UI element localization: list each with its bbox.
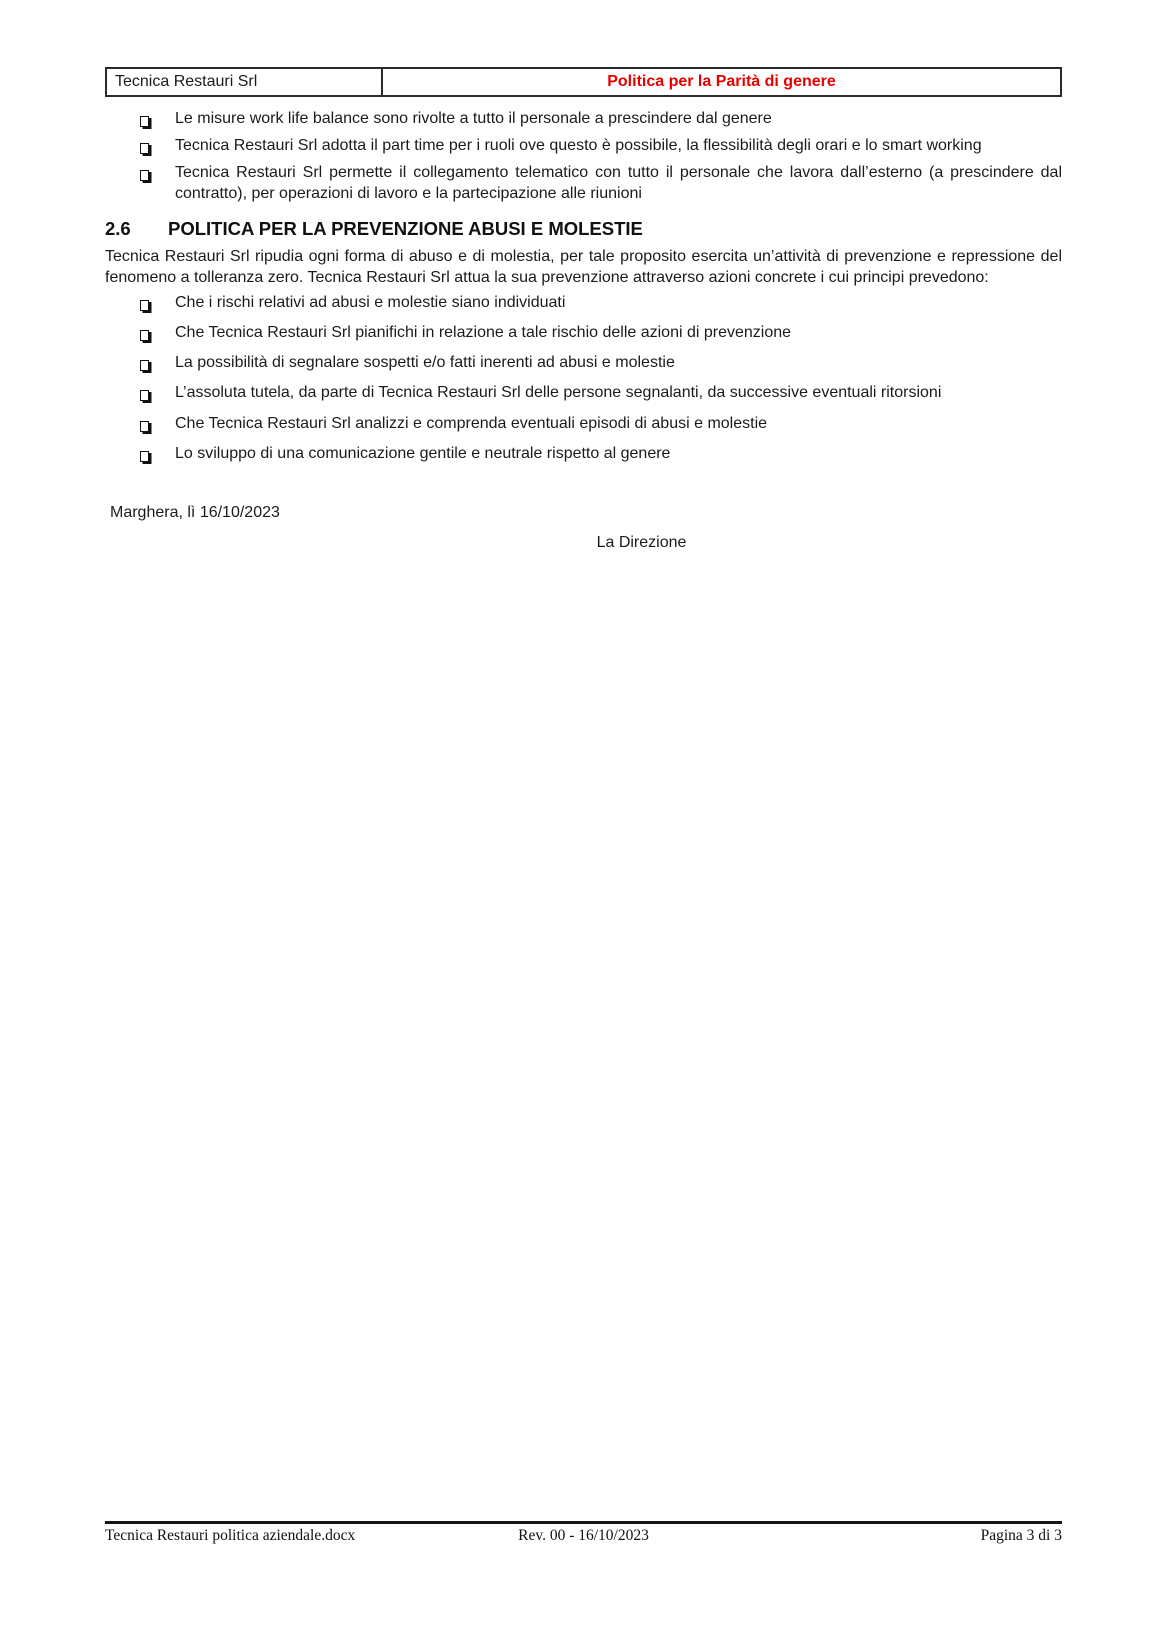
checkbox-bullet-icon — [140, 413, 175, 438]
section-title: POLITICA PER LA PREVENZIONE ABUSI E MOLESTIE — [168, 218, 643, 240]
footer-page-number: Pagina 3 di 3 — [980, 1527, 1062, 1544]
checkbox-bullet-icon — [140, 443, 175, 468]
checkbox-bullet-icon — [140, 352, 175, 377]
list-item — [140, 382, 1062, 407]
header-company-name: Tecnica Restauri Srl — [106, 68, 382, 96]
place-and-date: Marghera, lì 16/10/2023 — [110, 503, 280, 521]
document-body — [105, 108, 1062, 569]
list-item-text: Lo sviluppo di una comunicazione gentile e neutrale rispetto al genere — [175, 444, 671, 462]
list-item-text: Che Tecnica Restauri Srl pianifichi in relazione a tale rischio delle azioni di prevenzione — [175, 324, 792, 342]
header-row — [106, 68, 1061, 96]
list-item — [140, 108, 1062, 133]
list-item — [140, 413, 1062, 438]
checkbox-bullet-icon — [140, 135, 175, 160]
list-item — [140, 135, 1062, 160]
checkbox-bullet-icon — [140, 108, 175, 133]
checkbox-bullet-icon — [140, 322, 175, 347]
footer-revision: Rev. 00 - 16/10/2023 — [518, 1527, 649, 1544]
signature-line: La Direzione — [596, 533, 687, 551]
footer-filename: Tecnica Restauri politica aziendale.docx — [105, 1527, 356, 1544]
checkbox-bullet-icon — [140, 292, 175, 317]
list-item-text: Che Tecnica Restauri Srl analizzi e comprenda eventuali episodi di abusi e molestie — [175, 414, 768, 432]
page-header-table — [105, 67, 1062, 97]
list-item-text: L’assoluta tutela, da parte di Tecnica Restauri Srl delle persone segnalanti, da successive eventuali ritorsioni — [175, 384, 942, 402]
list-item — [140, 292, 1062, 317]
checkbox-bullet-icon — [140, 382, 175, 407]
abuse-prevention-list — [105, 292, 1062, 468]
header-document-title: Politica per la Parità di genere — [382, 68, 1061, 96]
section-paragraph: Tecnica Restauri Srl ripudia ogni forma di abuso e di molestia, per tale proposito esercita un’attività di prevenzione e repressione del fenomeno a tolleranza zero. Tecnica Restauri Srl attua la sua prevenzione attraverso azioni concrete i cui principi prevedono: — [105, 247, 1062, 286]
list-item-text: Le misure work life balance sono rivolte a tutto il personale a prescindere dal genere — [175, 110, 772, 127]
section-number: 2.6 — [105, 218, 131, 240]
list-item — [140, 322, 1062, 347]
checkbox-bullet-icon — [140, 162, 175, 187]
page-footer — [105, 1527, 1062, 1545]
list-item-text: Tecnica Restauri Srl permette il collegamento telematico con tutto il personale che lavora dall’esterno (a prescindere dal contratto), per operazioni di lavoro e la partecipazione alle riunioni — [175, 164, 1062, 203]
footer-divider — [105, 1521, 1062, 1524]
list-item — [140, 443, 1062, 468]
list-item-text: Tecnica Restauri Srl adotta il part time per i ruoli ove questo è possibile, la flessibilità degli orari e lo smart working — [175, 137, 982, 155]
list-item — [140, 352, 1062, 377]
list-item-text: Che i rischi relativi ad abusi e molestie siano individuati — [175, 294, 566, 312]
section-heading — [105, 217, 1062, 241]
list-item — [140, 162, 1062, 204]
list-item-text: La possibilità di segnalare sospetti e/o fatti inerenti ad abusi e molestie — [175, 354, 675, 372]
work-life-balance-list — [105, 108, 1062, 204]
